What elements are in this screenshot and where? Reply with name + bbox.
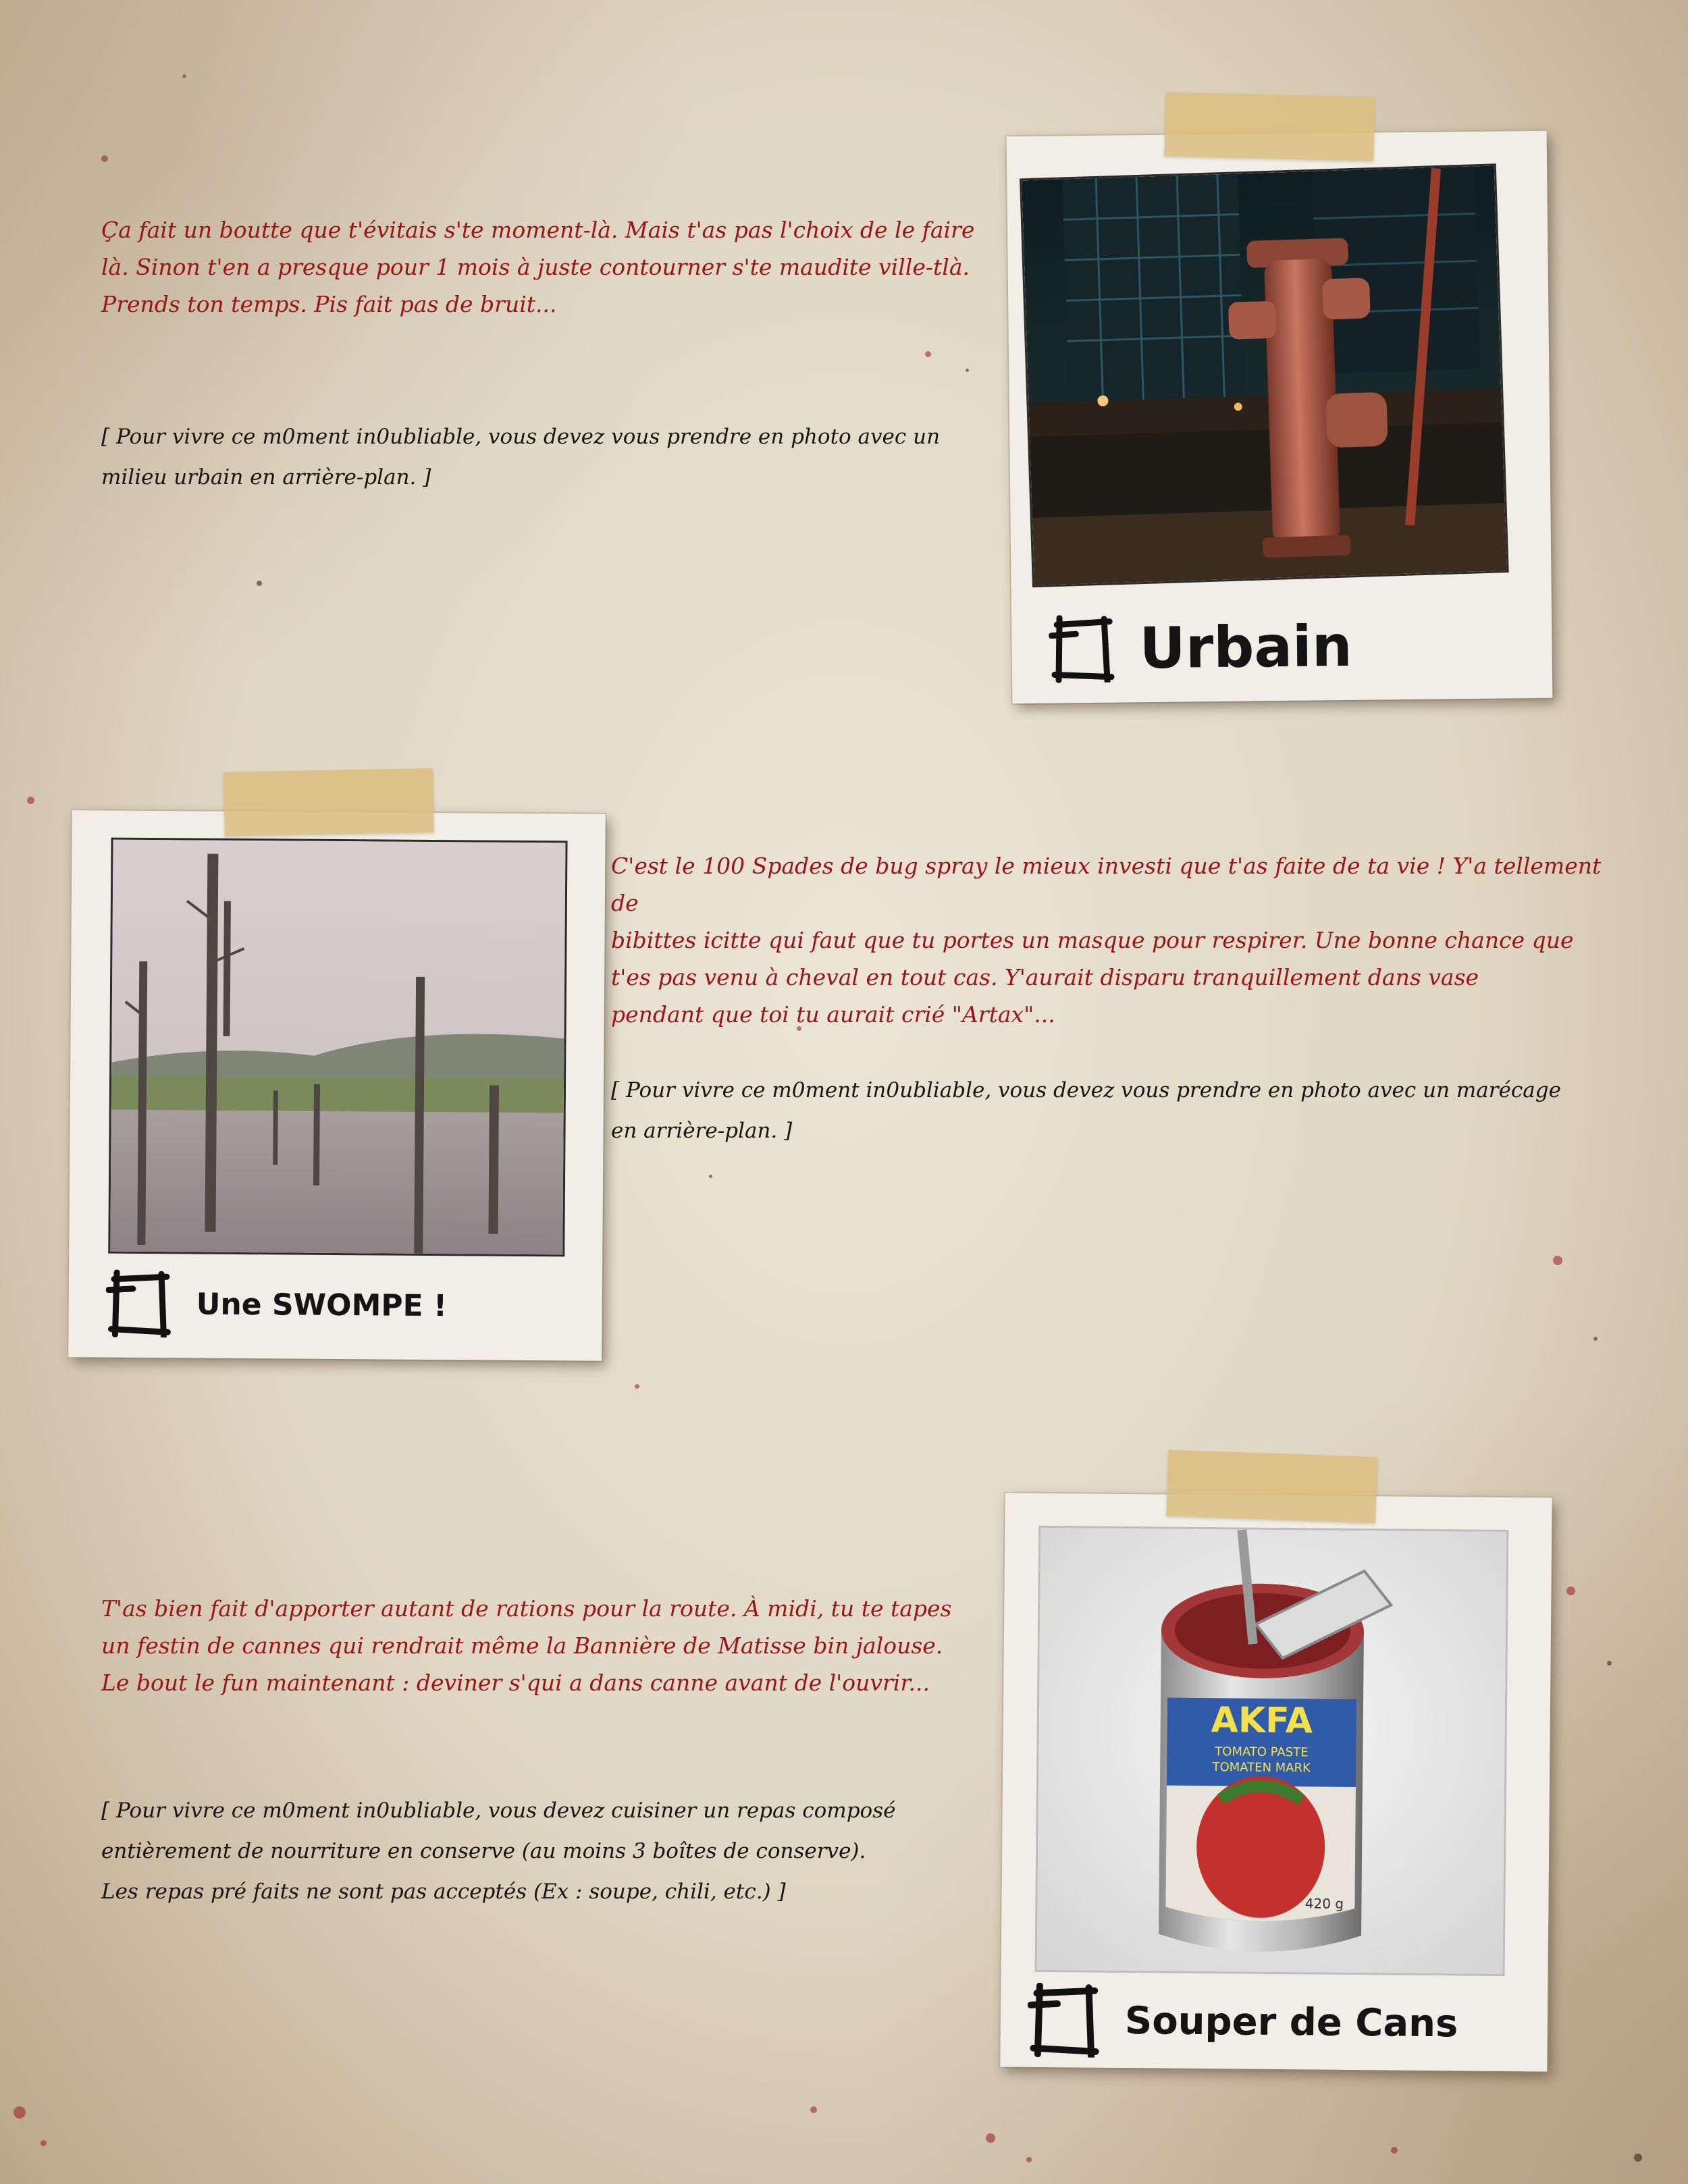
caption-label: Une SWOMPE ! [196, 1287, 448, 1323]
instruction-line: entièrement de nourriture en conserve (au moins 3 boîtes de conserve). [101, 1839, 866, 1863]
can-weight: 420 g [1304, 1895, 1344, 1912]
checkbox-icon[interactable] [1027, 1983, 1102, 2058]
story-text-cans [101, 1590, 1013, 1701]
polaroid-caption [1049, 609, 1352, 687]
instruction-text-urbain [101, 417, 979, 498]
story-text-urbain [101, 211, 979, 323]
story-line: C'est le 100 Spades de bug spray le mieux investi que t'as faite de ta vie ! Y'a tellement de [611, 853, 1602, 916]
can-label-line2: TOMATEN MARK [1212, 1760, 1311, 1776]
story-line: pendant que toi tu aurait crié "Artax"... [611, 1001, 1055, 1028]
masking-tape [223, 768, 434, 836]
story-line: T'as bien fait d'apporter autant de rations pour la route. À midi, tu te tapes [101, 1595, 952, 1622]
instruction-line: [ Pour vivre ce m0ment in0ubliable, vous devez vous prendre en photo avec un [101, 425, 941, 449]
polaroid-caption [105, 1267, 447, 1343]
tomato-can-photo [1035, 1526, 1509, 1976]
story-line: là. Sinon t'en a presque pour 1 mois à juste contourner s'te maudite ville-tlà. [101, 254, 970, 280]
instruction-text-cans [101, 1790, 1013, 1912]
story-text-swompe [611, 847, 1624, 1033]
instruction-line: en arrière-plan. ] [611, 1119, 793, 1143]
instruction-line: Les repas pré faits ne sont pas acceptés (Ex : soupe, chili, etc.) ] [101, 1880, 786, 1904]
checkbox-icon[interactable] [1049, 615, 1117, 683]
fire-hydrant-photo [1020, 163, 1509, 587]
can-label-line1: TOMATO PASTE [1215, 1744, 1309, 1760]
story-line: Ça fait un boutte que t'évitais s'te moment-là. Mais t'as pas l'choix de le faire [101, 217, 975, 243]
polaroid-cans [1000, 1493, 1552, 2071]
story-line: Prends ton temps. Pis fait pas de bruit... [101, 291, 557, 317]
polaroid-swompe [68, 810, 606, 1360]
caption-label: Urbain [1139, 612, 1353, 682]
masking-tape [1166, 1450, 1377, 1524]
instruction-line: milieu urbain en arrière-plan. ] [101, 465, 431, 489]
instruction-line: [ Pour vivre ce m0ment in0ubliable, vous devez vous prendre en photo avec un marécage [611, 1078, 1561, 1102]
checkbox-icon[interactable] [105, 1270, 174, 1338]
polaroid-urbain [1007, 131, 1553, 703]
instruction-text-swompe [611, 1070, 1637, 1151]
story-line: Le bout le fun maintenant : deviner s'qui a dans canne avant de l'ouvrir... [101, 1670, 930, 1696]
masking-tape [1164, 92, 1375, 161]
story-line: bibittes icitte qui faut que tu portes un masque pour respirer. Une bonne chance que [611, 927, 1574, 953]
instruction-line: [ Pour vivre ce m0ment in0ubliable, vous devez cuisiner un repas composé [101, 1799, 896, 1823]
swamp-photo [108, 838, 567, 1257]
polaroid-caption [1027, 1983, 1458, 2061]
story-line: un festin de cannes qui rendrait même la Bannière de Matisse bin jalouse. [101, 1632, 943, 1659]
story-line: t'es pas venu à cheval en tout cas. Y'aurait disparu tranquillement dans vase [611, 964, 1479, 990]
can-brand: AKFA [1211, 1700, 1313, 1742]
caption-label: Souper de Cans [1124, 1998, 1458, 2046]
